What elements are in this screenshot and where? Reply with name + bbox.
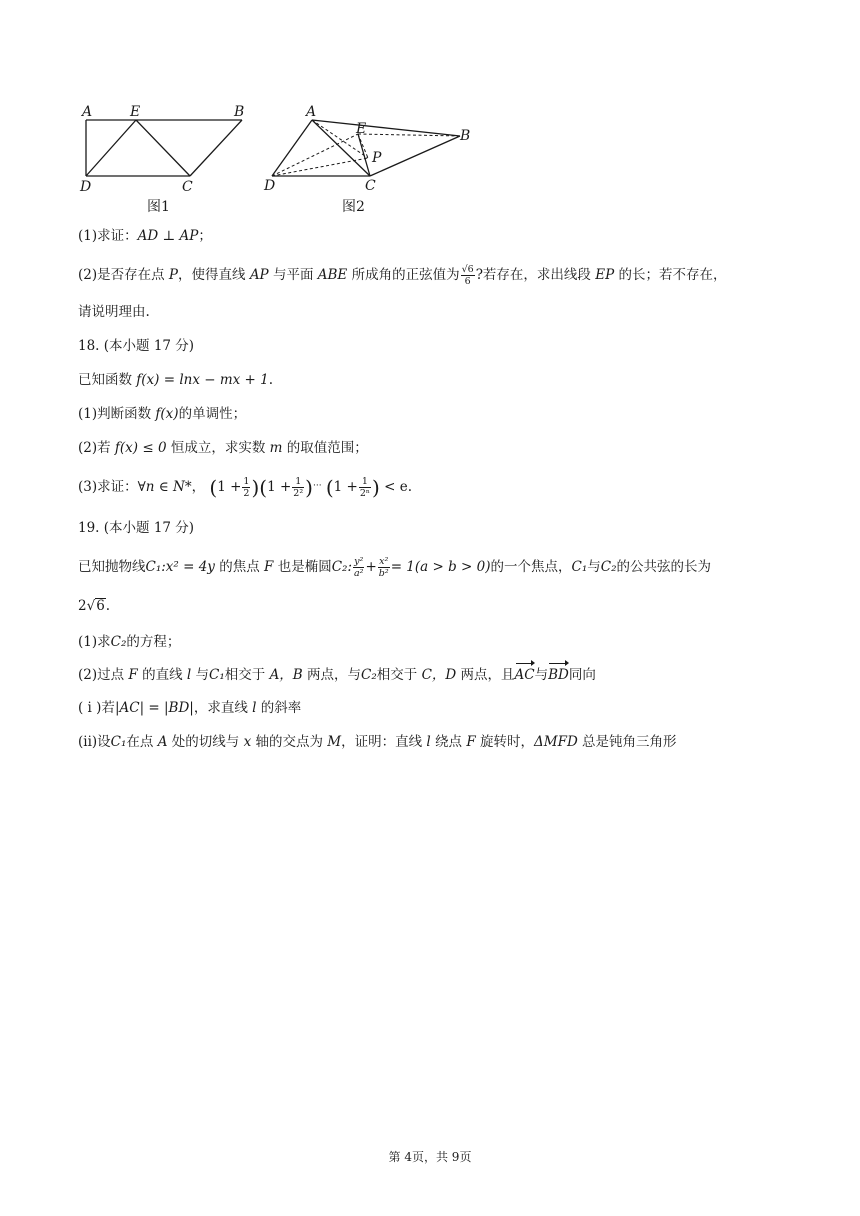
math: ΔMFD: [534, 734, 578, 750]
text: 与平面: [268, 267, 318, 283]
frac-den: 6: [464, 276, 471, 287]
text: ，使得直线: [178, 267, 250, 283]
math: l: [186, 667, 192, 683]
text: 已知抛物线: [78, 559, 146, 575]
math: l: [426, 734, 431, 750]
frac-den: b²: [378, 568, 389, 579]
paren-close: ): [251, 475, 260, 500]
text: 旋转时，: [475, 734, 534, 750]
q18-header: 18. (本小题 17 分): [78, 338, 195, 354]
frac-num: 1: [359, 476, 371, 488]
text: 与: [534, 667, 549, 683]
math: C，D: [421, 667, 457, 683]
frac-den: 2: [243, 488, 250, 499]
q19-header: 19. (本小题 17 分): [78, 520, 195, 536]
fig2-label-C: C: [365, 178, 376, 194]
math: C₁: [110, 734, 127, 750]
math: A: [157, 734, 168, 750]
math: l: [252, 700, 257, 716]
text: 处的切线与: [167, 734, 244, 750]
figure-2: [260, 96, 490, 196]
q17-part1: [78, 226, 212, 246]
math: C₂: [600, 559, 617, 575]
dots: ···: [312, 481, 322, 491]
math: = 1(a > b > 0): [390, 559, 491, 575]
text: 的长；若不存在，: [614, 267, 727, 283]
fig2-label-P: P: [372, 150, 382, 166]
math: EP: [595, 267, 615, 283]
math: C₂:: [331, 559, 352, 575]
text: 绕点: [430, 734, 467, 750]
fig2-label-A: A: [306, 104, 317, 120]
text: 与: [587, 559, 601, 575]
text: 两点，且: [456, 667, 515, 683]
sqrt-symbol: √: [86, 598, 96, 614]
fraction-1-over-2n: [359, 476, 371, 499]
figure-1-caption: 图1: [147, 199, 170, 215]
fraction-sqrt6-over-6: [461, 264, 475, 287]
q19-intro: [78, 556, 711, 579]
q18-part3: [78, 476, 412, 499]
frac-den: a²: [354, 568, 364, 579]
q19-part2: [78, 665, 596, 685]
fig1-label-C: C: [182, 179, 193, 195]
math: C₁: [209, 667, 225, 683]
figure-2-caption: 图2: [342, 199, 365, 215]
math: C₁:x² = 4y: [145, 559, 215, 575]
text: .: [268, 372, 274, 388]
paren-close: ): [372, 475, 380, 500]
frac-num: √6: [461, 264, 474, 275]
math: F: [466, 734, 476, 750]
text: ；: [198, 228, 212, 244]
figures-block: [70, 96, 490, 226]
text: 所成角的正弦值为: [347, 267, 460, 283]
text: 同向: [568, 667, 596, 683]
vector-AC: AC: [514, 667, 535, 683]
math: A，B: [269, 667, 303, 683]
math: < e.: [384, 479, 413, 495]
math: C₂: [110, 634, 127, 650]
math: f(x) = lnx − mx + 1: [136, 372, 269, 388]
text: 也是椭圆: [273, 559, 332, 575]
text: (1)判断函数: [78, 406, 156, 422]
text: 的方程；: [126, 634, 181, 650]
fraction-1-over-2: [242, 476, 250, 499]
math: M: [327, 734, 342, 750]
q18-part2: [78, 438, 368, 458]
text: ?若存在，求出线段: [475, 267, 596, 283]
text: 的公共弦的长为: [616, 559, 711, 575]
q18-part1: [78, 404, 246, 424]
text: 与: [191, 667, 210, 683]
fig2-label-B: B: [460, 128, 471, 144]
text: 的直线: [137, 667, 187, 683]
text: .: [105, 598, 111, 614]
text: ，: [191, 479, 206, 495]
fig1-label-E: E: [130, 104, 141, 120]
text: 轴的交点为: [251, 734, 328, 750]
math: ABE: [317, 267, 348, 283]
math: C₁: [571, 559, 588, 575]
math: F: [264, 559, 274, 575]
math: m: [269, 440, 283, 456]
fraction-x2-over-b2: [378, 556, 390, 579]
q19-sub1: [78, 698, 301, 718]
text: (1)求证：: [78, 228, 138, 244]
math: 1 +: [267, 479, 292, 495]
text: (ii)设: [78, 734, 111, 750]
text: 两点，与: [302, 667, 362, 683]
figure-1: [70, 96, 260, 196]
math: F: [128, 667, 138, 683]
text: 相交于: [224, 667, 270, 683]
page-footer: 第 4页，共 9页: [388, 1150, 472, 1164]
fig1-label-B: B: [234, 104, 245, 120]
math: 1 +: [333, 479, 358, 495]
text: 的取值范围；: [282, 440, 368, 456]
fig1-label-D: D: [80, 179, 92, 195]
frac-num: x²: [379, 556, 389, 567]
math: P: [168, 267, 179, 283]
frac-num: 1: [243, 476, 250, 487]
text: (1)求: [78, 634, 111, 650]
frac-den: 2²: [293, 488, 304, 499]
text: ，求直线: [193, 700, 253, 716]
fig2-label-D: D: [264, 178, 276, 194]
math: x: [243, 734, 252, 750]
paren-open: (: [325, 475, 334, 500]
math: 2: [78, 598, 87, 614]
fig2-label-E: E: [356, 121, 367, 137]
q19-intro-line2: [78, 596, 110, 616]
math: 6: [96, 598, 105, 614]
math: |AC| = |BD|: [114, 700, 194, 716]
text: (2)若: [78, 440, 115, 456]
q19-sub2: [78, 732, 677, 752]
math: f(x): [155, 406, 179, 422]
q17-part2-line2: 请说明理由.: [78, 304, 150, 320]
text: 相交于: [376, 667, 422, 683]
fig1-label-A: A: [82, 104, 93, 120]
math: ∀n ∈ N*: [137, 479, 192, 495]
frac-den: 2ⁿ: [359, 488, 371, 499]
frac-num: 1: [292, 476, 304, 488]
q19-part1: [78, 632, 180, 652]
math: AD ⊥ AP: [137, 228, 199, 244]
fraction-y2-over-a2: [353, 556, 364, 579]
fraction-1-over-2sq: [292, 476, 304, 499]
text: (3)求证：: [78, 479, 138, 495]
q18-intro: [78, 370, 273, 390]
math: f(x) ≤ 0: [114, 440, 167, 456]
text: 总是钝角三角形: [577, 734, 677, 750]
frac-num: y²: [354, 556, 364, 567]
text: 的一个焦点，: [490, 559, 572, 575]
text: 的斜率: [256, 700, 302, 716]
math: AP: [249, 267, 269, 283]
text: ，证明：直线: [341, 734, 427, 750]
text: 已知函数: [78, 372, 137, 388]
text: 的焦点: [214, 559, 265, 575]
math: 1 +: [217, 479, 242, 495]
text: 恒成立，求实数: [166, 440, 270, 456]
math: +: [365, 559, 377, 575]
vector-BD: BD: [548, 667, 569, 683]
text: (2)过点: [78, 667, 129, 683]
text: (2)是否存在点: [78, 267, 169, 283]
math: C₂: [361, 667, 377, 683]
q17-part2: [78, 264, 726, 287]
paren-open: (: [259, 475, 268, 500]
text: 在点: [126, 734, 158, 750]
paren-open: (: [209, 475, 218, 500]
text: 的单调性；: [178, 406, 247, 422]
text: ( i )若: [78, 700, 115, 716]
paren-close: ): [305, 475, 313, 500]
